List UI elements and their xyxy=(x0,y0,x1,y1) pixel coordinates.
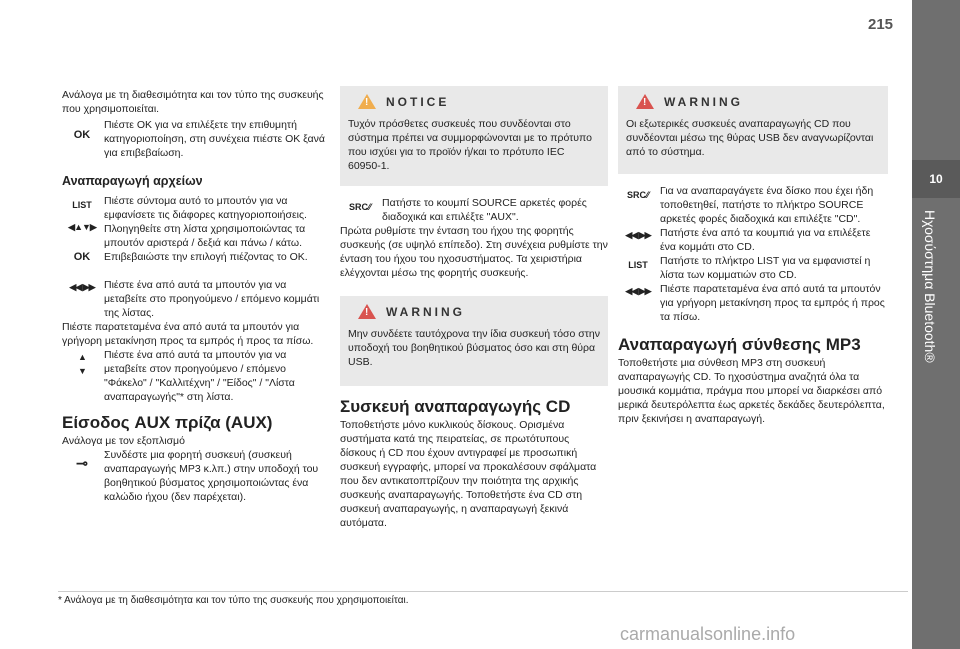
nav-text: Πλοηγηθείτε στη λίστα χρησιμοποιώντας τα μπουτόν αριστερά / δεξιά και πάνω / κάτω. xyxy=(104,223,306,249)
ok-button-icon-2: OK xyxy=(73,251,91,263)
src-text-a: Πατήστε το κουμπί SOURCE αρκετές φορές διαδοχικά και επιλέξτε "AUX". xyxy=(382,197,587,223)
warning-box-1 xyxy=(340,296,608,386)
footnote: * Ανάλογα με τη διαθεσιμότητα και τον τύπο της συσκευής που χρησιμοποιείται. xyxy=(58,595,409,606)
list-text: Πιέστε σύντομα αυτό το μπουτόν για να εμφανίσετε τις διάφορες κατηγοριοποιήσεις. xyxy=(104,195,307,221)
warning-triangle-icon-2 xyxy=(636,94,654,109)
left-right-arrows-icon: ◀◀ ▶▶ xyxy=(69,282,95,292)
column-1 xyxy=(62,88,330,504)
heading-aux: Είσοδος AUX πρίζα (AUX) xyxy=(62,413,273,432)
ok-text-2: Επιβεβαιώστε την επιλογή πιέζοντας το OK. xyxy=(104,251,308,263)
footnote-rule xyxy=(58,591,908,592)
warning-triangle-icon xyxy=(358,304,376,319)
ok-text-1: Πιέστε OK για να επιλέξετε την επιθυμητή κατηγοριοποίηση, στη συνέχεια πιέστε OK ξανά για επιβεβαίωση. xyxy=(104,119,325,159)
aux-cable-icon: ⊸ xyxy=(76,455,88,471)
hold-text: Πιέστε παρατεταμένα ένα από αυτά τα μπουτόν για γρήγορη μετακίνηση προς τα εμπρός ή προς τα πίσω. xyxy=(62,321,314,347)
chapter-title: Ηχοσύστημα Bluetooth® xyxy=(922,210,938,363)
aux-intro: Ανάλογα με τον εξοπλισμό xyxy=(62,435,185,447)
notice-text: Τυχόν πρόσθετες συσκευές που συνδέονται στο σύστημα πρέπει να συμμορφώνονται με το πρότυπο που ισχύει για το προϊόν ή/και το πρότυπο IEC 60950-1. xyxy=(348,118,592,172)
src-text-cd: Για να αναπαραγάγετε ένα δίσκο που έχει ήδη τοποθετηθεί, πατήστε το πλήκτρο SOURCE αρκετές φορές διαδοχικά και επιλέξτε "CD". xyxy=(660,185,874,225)
hold-text-cd: Πιέστε παρατεταμένα ένα από αυτά τα μπουτόν για γρήγορη μετακίνηση προς τα εμπρός ή προς τα πίσω. xyxy=(660,283,885,323)
warning-box-2 xyxy=(618,86,888,174)
cd-text: Τοποθετήστε μόνο κυκλικούς δίσκους. Ορισμένα συστήματα κατά της πειρατείας, σε πρωτότυπους δίσκους ή CD που έχουν αντιγραφεί με προσωπική συσκευή εγγραφής, μπορεί να προκαλέσουν σφάλματα που δεν αντικατοπτρίζουν την ποιότητα της αρχικής συσκευής αναπαραγωγής. Τοποθετήστε ένα CD στη συσκευή αναπαραγωγής, η αναπαραγωγή ξεκινά αυτόματα. xyxy=(340,419,597,529)
heading-mp3: Αναπαραγωγή σύνθεσης MP3 xyxy=(618,335,861,354)
notice-triangle-icon xyxy=(358,94,376,109)
heading-archives: Αναπαραγωγή αρχείων xyxy=(62,174,203,188)
chapter-number-tab[interactable]: 10 xyxy=(912,160,960,198)
chapter-title-wrap xyxy=(912,210,960,390)
src-text-b: Πρώτα ρυθμίστε την ένταση του ήχου της φορητής συσκευής (σε υψηλό επίπεδο). Στη συνέχεια ρυθμίστε την ένταση του ήχου του ηχοσυστήματος. Τα χειριστήρια ελέγχονται μέσω της φορητής συσκευής. xyxy=(340,225,608,279)
src-label-2: SRC xyxy=(626,190,646,200)
watermark: carmanualsonline.info xyxy=(620,624,796,644)
ud-text: Πιέστε ένα από αυτά τα μπουτόν για να μεταβείτε στον προηγούμενο / επόμενο "Φάκελο" / "Καλλιτέχνη" / "Είδος" / "Λίστα αναπαραγωγής"* στη λίστα. xyxy=(104,349,295,403)
src-label: SRC xyxy=(348,202,368,212)
list-text-cd: Πατήστε το πλήκτρο LIST για να εμφανιστεί η λίστα των κομματιών στο CD. xyxy=(660,255,871,281)
heading-cd: Συσκευή αναπαραγωγής CD xyxy=(340,397,571,416)
warning-title-1: WARNING xyxy=(386,304,465,319)
notice-box xyxy=(340,86,608,186)
warning-title-2: WARNING xyxy=(664,94,743,109)
four-arrows-icon: ◀▲▼▶ xyxy=(68,222,96,232)
lr-text-cd: Πατήστε ένα από τα κουμπιά για να επιλέξετε ένα κομμάτι στο CD. xyxy=(660,227,871,253)
ok-button-icon: OK xyxy=(73,129,91,141)
list-button-icon: LIST xyxy=(72,200,92,210)
column-3 xyxy=(618,184,888,426)
column-2-top xyxy=(340,196,608,280)
warning-text-1: Μην συνδέετε ταυτόχρονα την ίδια συσκευή τόσο στην υποδοχή του βοηθητικού βύσματος όσο και στη θύρα USB. xyxy=(348,328,600,368)
left-right-arrows-icon-3: ◀◀ ▶▶ xyxy=(625,286,651,296)
up-down-arrows-icon: ▲ ▼ xyxy=(78,352,86,376)
list-button-icon-2: LIST xyxy=(628,260,648,270)
notice-title: NOTICE xyxy=(386,94,450,109)
src-button-icon: SRC⁄⁄ xyxy=(348,202,372,212)
column-2-bottom xyxy=(340,397,608,530)
aux-text: Συνδέστε μια φορητή συσκευή (συσκευή αναπαραγωγής MP3 κ.λπ.) στην υποδοχή του βοηθητικού βύσματος χρησιμοποιώντας ένα καλώδιο ήχου (δεν παρέχεται). xyxy=(104,449,319,503)
lr-text: Πιέστε ένα από αυτά τα μπουτόν για να μεταβείτε στο προηγούμενο / επόμενο κομμάτι της λίστας. xyxy=(104,279,320,319)
left-right-arrows-icon-2: ◀◀ ▶▶ xyxy=(625,230,651,240)
page-number: 215 xyxy=(868,16,894,33)
mp3-text: Τοποθετήστε μια σύνθεση MP3 στη συσκευή αναπαραγωγής CD. Το ηχοσύστημα αναζητά όλα τα μουσικά κομμάτια, πράγμα που μπορεί να διαρκέσει από μερικά δευτερόλεπτα έως αρκετές δεκάδες δευτερόλεπτα, πριν ξεκινήσει η αναπαραγωγή. xyxy=(618,357,885,425)
src-button-icon-2: SRC⁄⁄ xyxy=(626,190,650,200)
warning-text-2: Οι εξωτερικές συσκευές αναπαραγωγής CD που συνδέονται μέσω της θύρας USB δεν αναγνωρίζονται από το σύστημα. xyxy=(626,118,874,158)
intro-text: Ανάλογα με τη διαθεσιμότητα και τον τύπο της συσκευής που χρησιμοποιείται. xyxy=(62,89,324,115)
